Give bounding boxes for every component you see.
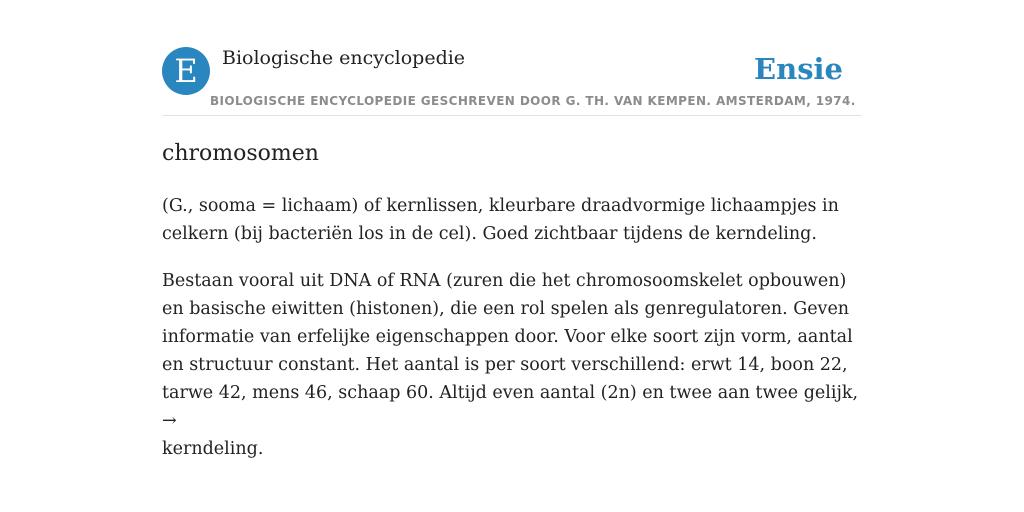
header-divider (162, 115, 862, 116)
entry-paragraph: (G., sooma = lichaam) of kernlissen, kleurbare draadvormige lichaampjes in celkern (bij bacteriën los in de cel). Goed zichtbaar tijdens de kerndeling. (162, 196, 839, 244)
brand-logo[interactable]: Ensie (754, 52, 843, 86)
arrow-right-icon: → (162, 411, 177, 431)
ensie-logo-icon[interactable]: E (162, 47, 210, 95)
entry-headword: chromosomen (162, 141, 319, 166)
book-title[interactable]: Biologische encyclopedie (222, 47, 466, 69)
paragraph-text: Bestaan vooral uit DNA of RNA (zuren die het chromosoomskelet opbouwen) en basische eiwitten (histonen), die een rol spelen als genregulatoren. Geven informatie van erfelijke eigenschappen door. Voor elke soort zijn vorm, aantal en structuur constant. Het aantal is per soort verschillend: erwt 14, boon 22, tarwe 42, mens 46, schaap 60. Altijd even aantal (2n) en twee aan twee gelijk, (162, 271, 859, 403)
entry-paragraph (162, 267, 862, 463)
book-subtitle: BIOLOGISCHE ENCYCLOPEDIE GESCHREVEN DOOR G. TH. VAN KEMPEN. AMSTERDAM, 1974. (210, 94, 856, 108)
cross-reference-link[interactable]: kerndeling (162, 439, 258, 459)
paragraph-end: . (257, 439, 264, 459)
